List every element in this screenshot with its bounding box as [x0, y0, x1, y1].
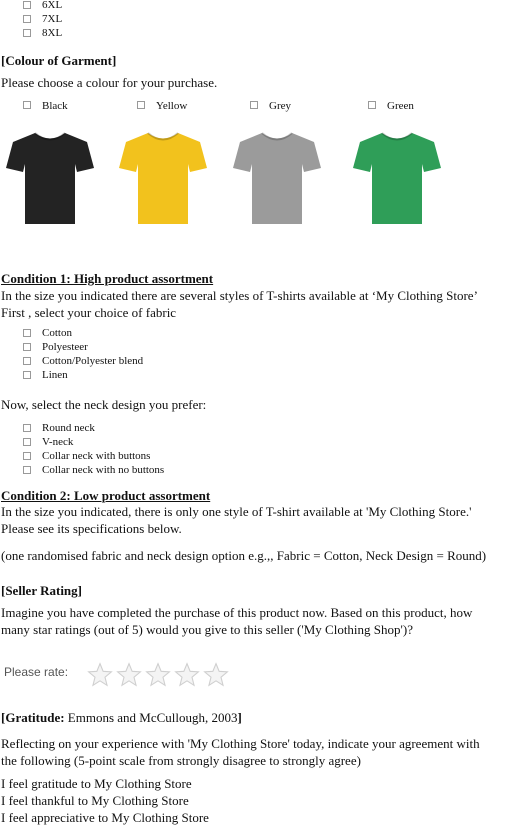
size-label: 7XL — [42, 13, 63, 25]
neck-label: Collar neck with no buttons — [42, 464, 165, 476]
checkbox[interactable] — [23, 438, 31, 446]
fabric-label: Linen — [42, 369, 68, 381]
colour-label: Black — [42, 100, 68, 112]
checkbox[interactable] — [23, 357, 31, 365]
tshirt-grey-image — [232, 128, 322, 228]
checkbox[interactable] — [23, 101, 31, 109]
rate-label: Please rate: — [4, 665, 69, 679]
gratitude-heading-close: ] — [237, 710, 242, 725]
checkbox[interactable] — [23, 329, 31, 337]
seller-line2: many star ratings (out of 5) would you give to this seller ('My Clothing Shop')? — [1, 622, 413, 637]
colour-label: Green — [387, 100, 414, 112]
star-icon[interactable] — [87, 662, 113, 688]
tshirt-green-image — [352, 128, 442, 228]
tshirt-yellow-image — [118, 128, 208, 228]
star-rating[interactable] — [87, 662, 229, 688]
star-icon[interactable] — [174, 662, 200, 688]
fabric-label: Cotton — [42, 327, 72, 339]
gratitude-line1: Reflecting on your experience with 'My Clothing Store' today, indicate your agreement with — [1, 736, 480, 751]
checkbox[interactable] — [368, 101, 376, 109]
checkbox[interactable] — [23, 15, 31, 23]
checkbox[interactable] — [23, 371, 31, 379]
gratitude-line2: the following (5-point scale from strongly disagree to strongly agree) — [1, 753, 361, 768]
star-icon[interactable] — [116, 662, 142, 688]
neck-label: V-neck — [42, 436, 74, 448]
size-label: 6XL — [42, 0, 63, 11]
star-icon[interactable] — [203, 662, 229, 688]
fabric-label: Cotton/Polyester blend — [42, 355, 144, 367]
checkbox[interactable] — [23, 452, 31, 460]
seller-line1: Imagine you have completed the purchase of this product now. Based on this product, how — [1, 605, 473, 620]
checkbox[interactable] — [137, 101, 145, 109]
condition2-heading: Condition 2: Low product assortment — [1, 488, 211, 503]
colour-prompt: Please choose a colour for your purchase. — [1, 75, 218, 90]
condition1-line1: In the size you indicated there are several styles of T-shirts available at ‘My Clothing Store’ — [1, 288, 478, 303]
checkbox[interactable] — [23, 466, 31, 474]
neck-label: Round neck — [42, 422, 95, 434]
checkbox[interactable] — [23, 424, 31, 432]
condition2-note: (one randomised fabric and neck design option e.g.,, Fabric = Cotton, Neck Design = Round) — [1, 548, 487, 563]
gratitude-heading-bold: [Gratitude: — [1, 710, 65, 725]
gratitude-item: I feel thankful to My Clothing Store — [1, 793, 189, 808]
checkbox[interactable] — [23, 29, 31, 37]
neck-prompt: Now, select the neck design you prefer: — [1, 397, 207, 412]
seller-heading: [Seller Rating] — [1, 583, 82, 598]
gratitude-heading-source: Emmons and McCullough, 2003 — [64, 710, 238, 725]
size-label: 8XL — [42, 27, 63, 39]
gratitude-item: I feel gratitude to My Clothing Store — [1, 776, 192, 791]
colour-heading: [Colour of Garment] — [1, 53, 117, 68]
condition2-line2: Please see its specifications below. — [1, 521, 182, 536]
condition2-line1: In the size you indicated, there is only one style of T-shirt available at 'My Clothing Store.' — [1, 504, 472, 519]
condition1-line2: First , select your choice of fabric — [1, 305, 177, 320]
checkbox[interactable] — [23, 1, 31, 9]
gratitude-item: I feel appreciative to My Clothing Store — [1, 810, 209, 825]
condition1-heading: Condition 1: High product assortment — [1, 271, 214, 286]
tshirt-black-image — [5, 128, 95, 228]
fabric-label: Polyesteer — [42, 341, 88, 353]
gratitude-heading — [1, 709, 242, 726]
colour-label: Yellow — [156, 100, 188, 112]
neck-label: Collar neck with buttons — [42, 450, 151, 462]
colour-label: Grey — [269, 100, 291, 112]
checkbox[interactable] — [23, 343, 31, 351]
checkbox[interactable] — [250, 101, 258, 109]
star-icon[interactable] — [145, 662, 171, 688]
